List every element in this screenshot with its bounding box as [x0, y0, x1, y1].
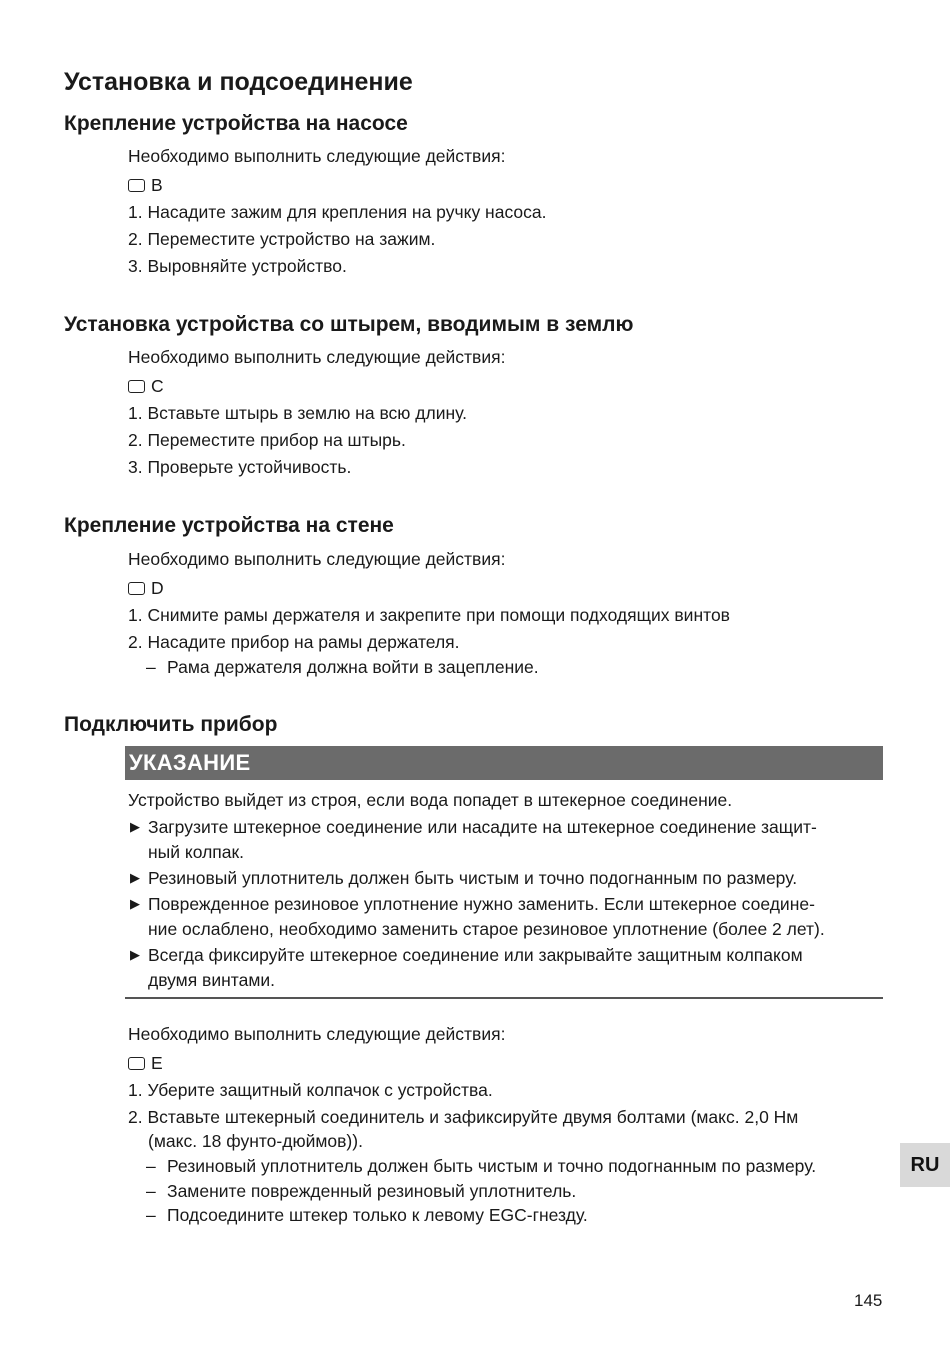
notice-header-bar	[125, 746, 883, 780]
figure-label: B	[151, 175, 163, 195]
notice-bullet-line: Поврежденное резиновое уплотнение нужно заменить. Если штекерное соедине-	[148, 894, 815, 914]
triangle-bullet-icon: ▶	[130, 870, 140, 885]
step-item: 1. Вставьте штырь в землю на всю длину.	[128, 403, 468, 423]
notice-text: Устройство выйдет из строя, если вода попадет в штекерное соединение.	[128, 790, 733, 810]
triangle-bullet-icon: ▶	[130, 819, 140, 834]
figure-reference-icon	[128, 380, 145, 393]
step-item: 2. Насадите прибор на рамы держателя.	[128, 632, 460, 652]
dash-marker-icon: –	[146, 1156, 156, 1176]
step-item: 2. Вставьте штекерный соединитель и зафиксируйте двумя болтами (макс. 2,0 Нм	[128, 1107, 799, 1127]
figure-reference	[128, 374, 164, 398]
step-item: 2. Переместите прибор на штырь.	[128, 430, 406, 450]
section-intro: Необходимо выполнить следующие действия:	[128, 347, 506, 367]
figure-label: E	[151, 1053, 163, 1073]
figure-label: D	[151, 578, 164, 598]
step-item-continuation: (макс. 18 фунто-дюймов)).	[148, 1131, 363, 1151]
figure-reference-icon	[128, 582, 145, 595]
dash-marker-icon: –	[146, 657, 156, 677]
substep-item: Подсоедините штекер только к левому EGC-гнезду.	[167, 1205, 588, 1225]
figure-reference	[128, 576, 164, 600]
figure-reference-icon	[128, 1057, 145, 1070]
step-item: 1. Снимите рамы держателя и закрепите при помощи подходящих винтов	[128, 605, 730, 625]
notice-bullet-line: Загрузите штекерное соединение или насадите на штекерное соединение защит-	[148, 817, 817, 837]
notice-bullet-line: ние ослаблено, необходимо заменить старое резиновое уплотнение (более 2 лет).	[148, 919, 825, 939]
notice-bullet-line: Всегда фиксируйте штекерное соединение или закрывайте защитным колпаком	[148, 945, 803, 965]
section-heading-wall-mount: Крепление устройства на стене	[64, 514, 394, 537]
notice-title: УКАЗАНИЕ	[129, 750, 251, 775]
figure-label: C	[151, 376, 164, 396]
notice-bullet-line: ный колпак.	[148, 842, 245, 862]
triangle-bullet-icon: ▶	[130, 947, 140, 962]
figure-reference	[128, 1051, 163, 1075]
figure-reference-icon	[128, 179, 145, 192]
page-number: 145	[854, 1291, 883, 1310]
step-item: 2. Переместите устройство на зажим.	[128, 229, 436, 249]
step-item: 1. Уберите защитный колпачок с устройства.	[128, 1080, 493, 1100]
figure-reference	[128, 173, 163, 197]
substep-item: Резиновый уплотнитель должен быть чистым и точно подогнанным по размеру.	[167, 1156, 817, 1176]
substep-item: Замените поврежденный резиновый уплотнитель.	[167, 1181, 577, 1201]
language-label: RU	[910, 1154, 940, 1176]
page-title: Установка и подсоединение	[64, 68, 413, 96]
notice-bullet-line: двумя винтами.	[148, 970, 276, 990]
section-intro: Необходимо выполнить следующие действия:	[128, 549, 506, 569]
step-item: 3. Выровняйте устройство.	[128, 256, 347, 276]
notice-bottom-rule	[125, 997, 883, 999]
notice-bullet-line: Резиновый уплотнитель должен быть чистым и точно подогнанным по размеру.	[148, 868, 798, 888]
step-item: 3. Проверьте устойчивость.	[128, 457, 352, 477]
section-intro: Необходимо выполнить следующие действия:	[128, 146, 506, 166]
section-heading-ground-spike: Установка устройства со штырем, вводимым в землю	[64, 313, 634, 336]
section-heading-connect-device: Подключить прибор	[64, 713, 278, 736]
triangle-bullet-icon: ▶	[130, 896, 140, 911]
dash-marker-icon: –	[146, 1205, 156, 1225]
language-tab	[900, 1143, 950, 1187]
section-heading-pump-mount: Крепление устройства на насосе	[64, 112, 408, 135]
dash-marker-icon: –	[146, 1181, 156, 1201]
section-intro: Необходимо выполнить следующие действия:	[128, 1024, 506, 1044]
step-item: 1. Насадите зажим для крепления на ручку насоса.	[128, 202, 547, 222]
substep-item: Рама держателя должна войти в зацепление.	[167, 657, 539, 677]
